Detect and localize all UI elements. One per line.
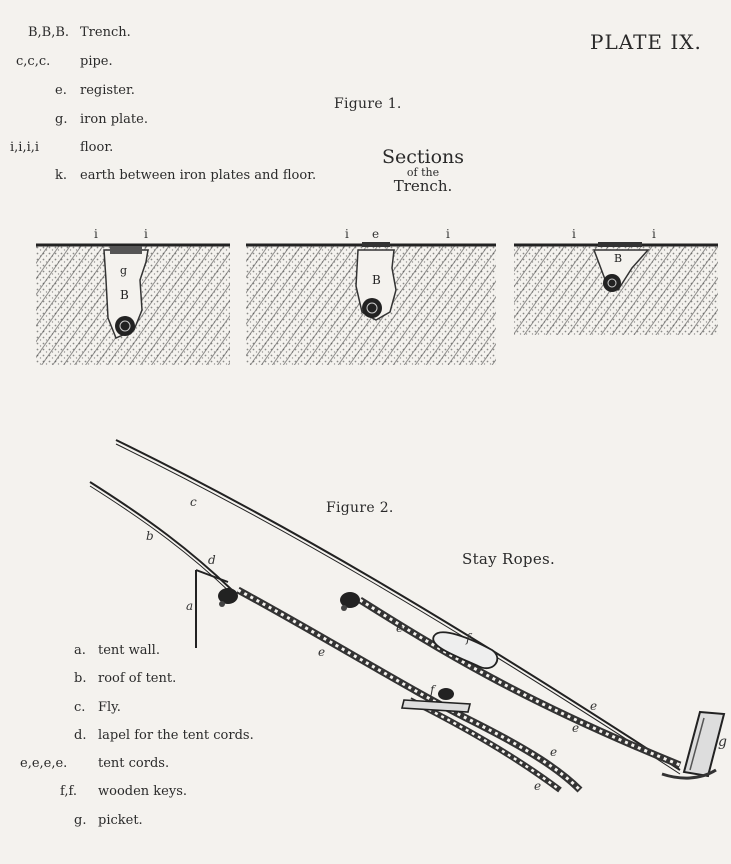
legend-key-tent-cords: e,e,e,e. (20, 756, 68, 771)
plate-title: PLATE IX. (590, 30, 702, 54)
label-g: g (718, 734, 727, 750)
figure2-title: Figure 2. (326, 500, 394, 516)
legend-key-floor: i,i,i,i (10, 140, 40, 155)
legend-text-earth: earth between iron plates and floor. (80, 168, 317, 183)
label-f-1: f (466, 631, 471, 645)
label-i-4: i (446, 227, 450, 241)
label-c: c (190, 495, 197, 509)
sections-title-line2: of the (406, 166, 440, 179)
legend-text-floor: floor. (80, 140, 114, 155)
label-i-5: i (572, 227, 576, 241)
legend-key-fly: c. (74, 700, 86, 715)
legend-key-pipe: c,c,c. (16, 54, 51, 69)
legend-text-trench: Trench. (80, 25, 131, 40)
label-b-2: B (372, 273, 381, 287)
label-e: e (372, 227, 380, 241)
label-a: a (186, 599, 194, 613)
sections-title-line1: Sections (381, 146, 465, 168)
figure1-title: Figure 1. (334, 96, 402, 112)
legend-key-iron-plate: g. (55, 112, 68, 127)
legend-key-picket: g. (74, 813, 87, 828)
legend-key-trench: B,B,B. (28, 25, 70, 40)
legend-key-tent-wall: a. (74, 643, 86, 658)
figure2-subtitle: Stay Ropes. (462, 550, 556, 568)
legend-text-tent-cords: tent cords. (98, 756, 170, 771)
lapel-knot-2 (340, 592, 360, 611)
trench-section-2 (246, 242, 496, 365)
legend-text-tent-wall: tent wall. (98, 643, 160, 658)
legend-key-register: e. (55, 83, 67, 98)
legend-text-lapel: lapel for the tent cords. (98, 728, 254, 743)
legend-key-roof: b. (74, 671, 87, 686)
legend-text-roof: roof of tent. (98, 671, 177, 686)
trench-section-1 (36, 245, 230, 365)
label-i-3: i (345, 227, 349, 241)
label-d: d (208, 553, 216, 567)
legend-key-lapel: d. (74, 728, 87, 743)
legend-text-fly: Fly. (98, 700, 121, 715)
label-e-1: e (396, 621, 404, 635)
label-i-1: i (94, 227, 98, 241)
legend-text-picket: picket. (98, 813, 143, 828)
legend-text-register: register. (80, 83, 135, 98)
label-f-2: f (430, 683, 435, 697)
legend-key-wooden-keys: f,f. (60, 784, 77, 799)
label-e-5: e (550, 745, 558, 759)
label-b: b (146, 529, 154, 543)
legend-text-wooden-keys: wooden keys. (98, 784, 188, 799)
lapel-knot-1 (218, 588, 238, 607)
label-e-4: e (572, 721, 580, 735)
label-i-2: i (144, 227, 148, 241)
legend-text-pipe: pipe. (80, 54, 113, 69)
label-i-6: i (652, 227, 656, 241)
legend-text-iron-plate: iron plate. (80, 112, 148, 127)
label-g-1: g (120, 264, 128, 277)
tent-cord-ropes (238, 590, 680, 790)
label-b-3: B (614, 252, 623, 265)
label-b-1: B (120, 288, 129, 302)
legend-key-earth: k. (55, 168, 68, 183)
sections-title-line3: Trench. (393, 177, 453, 195)
label-e-6: e (534, 779, 542, 793)
label-e-3: e (590, 699, 598, 713)
label-e-2: e (318, 645, 326, 659)
